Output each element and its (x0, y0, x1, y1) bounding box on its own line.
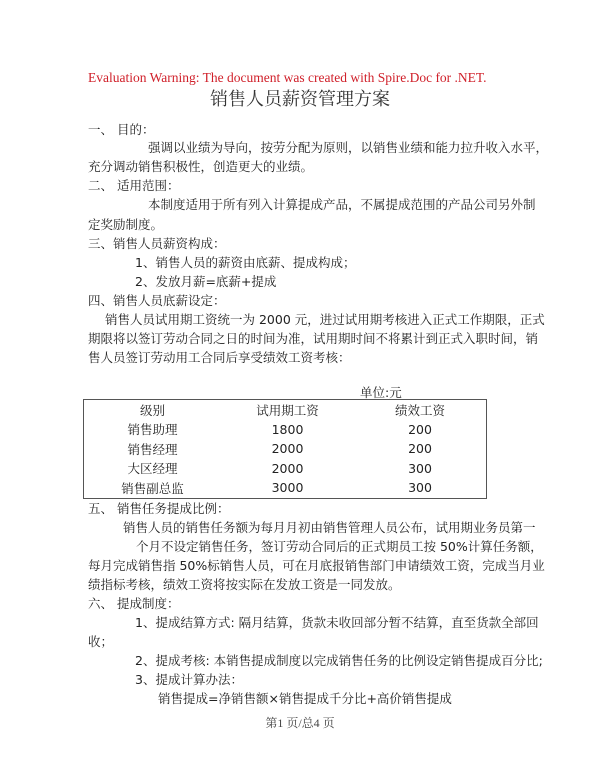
section-heading: 四、销售人员底薪设定： (88, 293, 226, 308)
table-header-row (84, 400, 487, 420)
table-row (84, 420, 487, 440)
paragraph-line: 绩指标考核，绩效工资将按实际在发放工资是一同发放。 (88, 577, 401, 592)
paragraph-line: 每月完成销售指 50%标销售人员，可在月底报销售部门申请绩效工资，完成当月业 (88, 558, 545, 573)
table-cell: 2000 (271, 441, 304, 457)
table-cell: 销售经理 (127, 441, 178, 457)
table-cell: 1800 (271, 421, 304, 437)
paragraph-line: 销售人员试用期工资统一为 2000 元，进过试用期考核进入正式工作期限，正式 (105, 312, 545, 327)
paragraph-line: 销售人员的销售任务额为每月月初由销售管理人员公布，试用期业务员第一 (123, 520, 536, 535)
page-footer: 第1 页/总4 页 (265, 716, 335, 730)
paragraph-line: 强调以业绩为导向，按劳分配为原则，以销售业绩和能力拉升收入水平， (148, 140, 549, 155)
paragraph-line: 充分调动销售积极性，创造更大的业绩。 (88, 159, 314, 174)
table-cell: 大区经理 (127, 461, 178, 477)
formula-line: 销售提成=净销售额×销售提成千分比+高价销售提成 (158, 691, 452, 706)
header-cell: 级别 (139, 402, 165, 418)
table-row (84, 459, 487, 479)
table-cell: 3000 (271, 480, 304, 496)
paragraph-line: 收； (88, 634, 114, 649)
table-cell: 销售助理 (127, 422, 178, 438)
table-cell: 200 (408, 441, 432, 457)
table-row (84, 478, 487, 498)
paragraph-line: 定奖励制度。 (88, 217, 164, 232)
list-item: 1、销售人员的薪资由底薪、提成构成； (135, 255, 356, 270)
paragraph-line: 个月不设定销售任务，签订劳动合同后的正式期员工按 50%计算任务额， (136, 539, 543, 554)
table-cell: 300 (408, 480, 432, 496)
list-item: 2、提成考核: 本销售提成制度以完成销售任务的比例设定销售提成百分比; (135, 653, 543, 668)
table-cell: 销售副总监 (121, 480, 184, 496)
section-heading: 五、 销售任务提成比例： (88, 501, 230, 516)
section-heading: 六、 提成制度： (88, 596, 180, 611)
section-heading: 一、 目的： (88, 122, 155, 137)
paragraph-line: 本制度适用于所有列入计算提成产品，不属提成范围的产品公司另外制 (148, 197, 536, 212)
header-cell: 绩效工资 (394, 402, 445, 418)
section-heading: 三、销售人员薪资构成： (88, 236, 226, 251)
list-item: 2、发放月薪=底薪+提成 (135, 274, 277, 289)
paragraph-line: 售人员签订劳动用工合同后享受绩效工资考核： (88, 350, 351, 365)
list-item: 1、提成结算方式: 隔月结算，货款未收回部分暂不结算，直至货款全部回 (135, 615, 539, 630)
table-cell: 300 (408, 460, 432, 476)
salary-table (83, 399, 487, 499)
paragraph-line: 期限将以签订劳动合同之日的时间为准，试用期时间不将累计到正式入职时间，销 (88, 331, 539, 346)
table-cell: 200 (408, 421, 432, 437)
document-title: 销售人员薪资管理方案 (210, 89, 390, 110)
header-cell: 试用期工资 (256, 402, 319, 418)
table-cell: 2000 (271, 460, 304, 476)
list-item: 3、提成计算办法： (135, 672, 243, 687)
unit-label: 单位:元 (360, 385, 402, 400)
evaluation-warning: Evaluation Warning: The document was created with Spire.Doc for .NET. (88, 70, 487, 85)
section-heading: 二、 适用范围： (88, 178, 180, 193)
table-row (84, 439, 487, 459)
